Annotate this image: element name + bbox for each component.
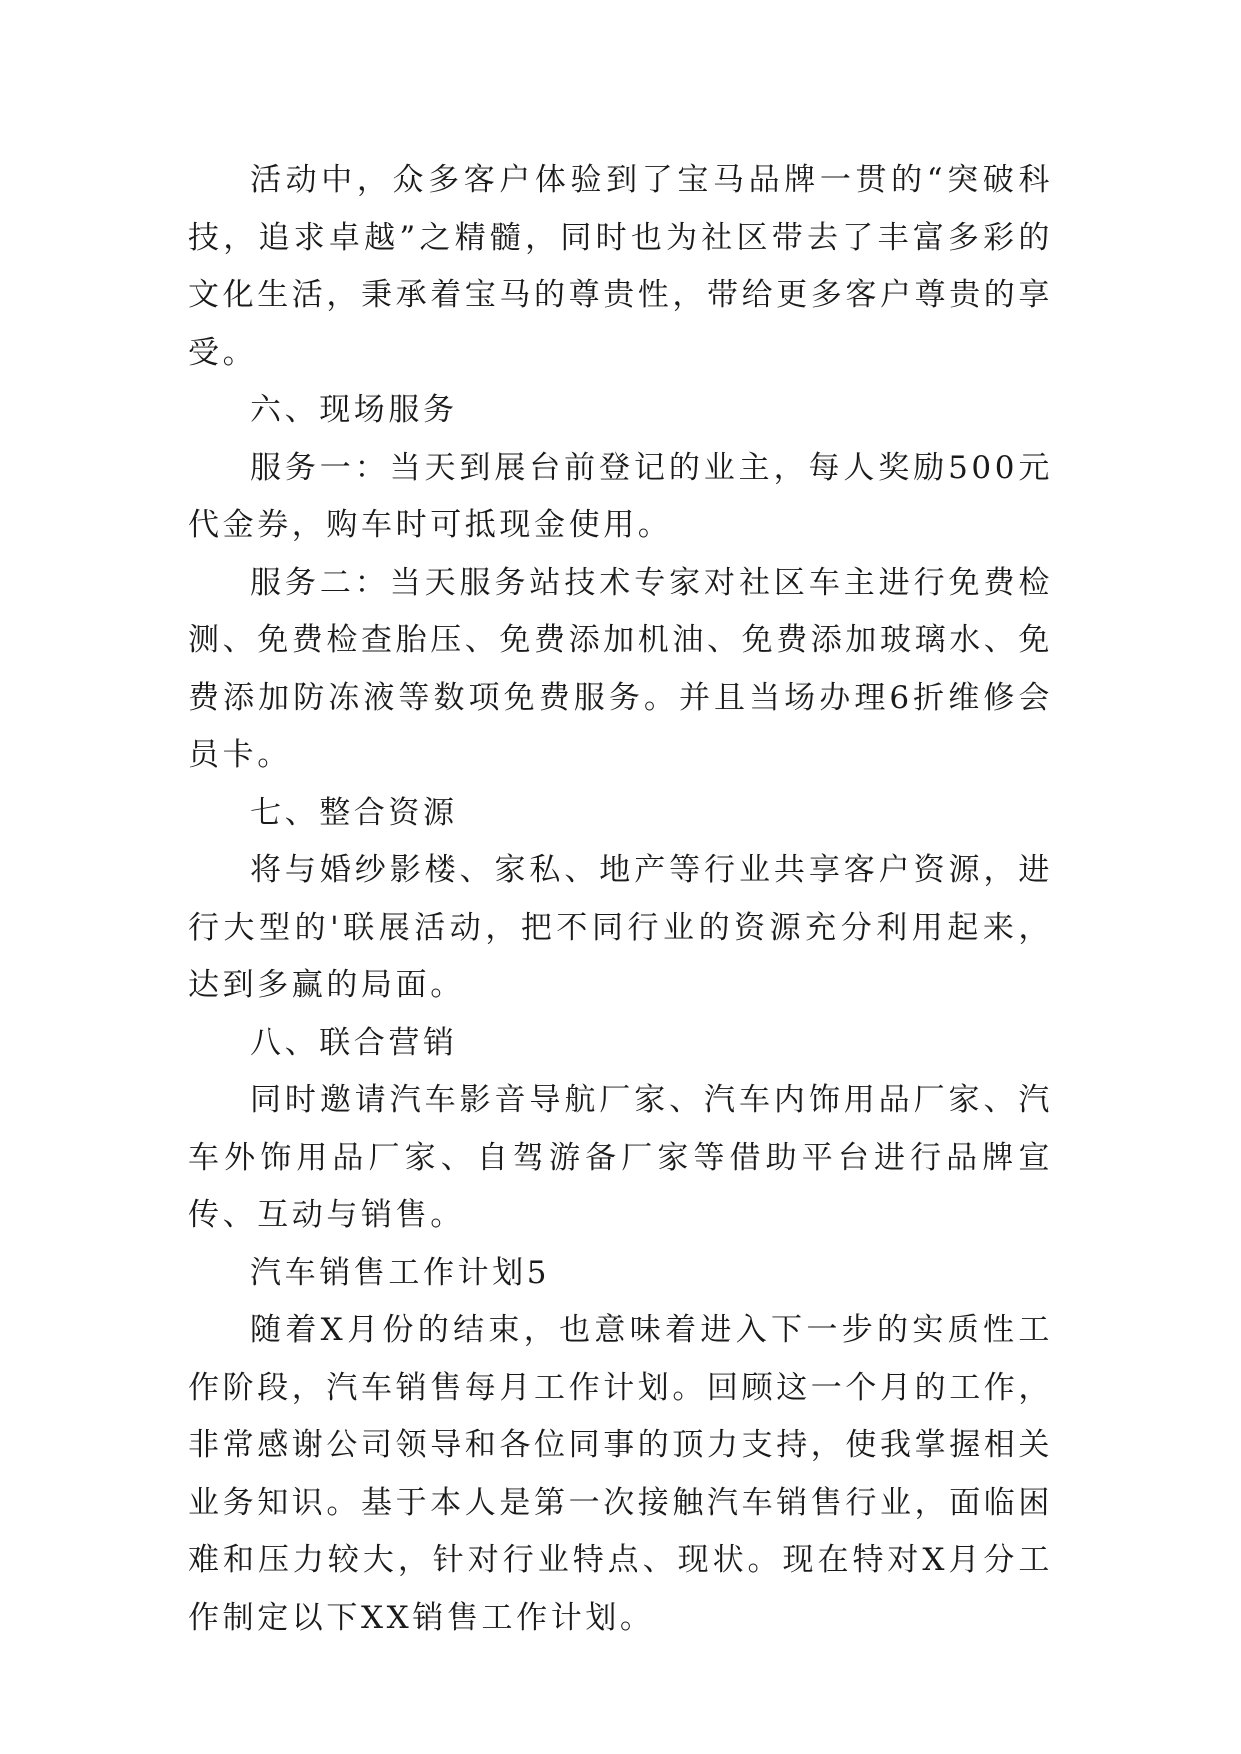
section-heading-integrate-resources: 七、整合资源 xyxy=(250,794,458,831)
paragraph-service-one: 服务一：当天到展台前登记的业主，每人奖励500元代金券，购车时可抵现金使用。 xyxy=(188,449,1053,543)
section-heading-onsite-service: 六、现场服务 xyxy=(250,392,458,428)
section-heading-joint-marketing: 八、联合营销 xyxy=(250,1024,458,1061)
paragraph-service-two: 服务二：当天服务站技术专家对社区车主进行免费检测、免费检查胎压、免费添加机油、免费添加玻璃水、免费添加防冻液等数项免费服务。并且当场办理6折维修会员卡。 xyxy=(188,564,1053,773)
paragraph-invite-vendors: 同时邀请汽车影音导航厂家、汽车内饰用品厂家、汽车外饰用品厂家、自驾游备厂家等借助平台进行品牌宣传、互动与销售。 xyxy=(188,1082,1053,1233)
paragraph-share-resources: 将与婚纱影楼、家私、地产等行业共享客户资源，进行大型的'联展活动，把不同行业的资源充分利用起来，达到多赢的局面。 xyxy=(188,852,1053,1003)
section-heading-sales-plan-5: 汽车销售工作计划5 xyxy=(250,1254,551,1291)
paragraph-sales-plan-intro: 随着X月份的结束，也意味着进入下一步的实质性工作阶段，汽车销售每月工作计划。回顾这一个月的工作，非常感谢公司领导和各位同事的顶力支持，使我掌握相关业务知识。基于本人是第一次接触汽车销售行业，面临困难和压力较大，针对行业特点、现状。现在特对X月分工作制定以下XX销售工作计划。 xyxy=(188,1312,1053,1636)
paragraph-experience: 活动中，众多客户体验到了宝马品牌一贯的“突破科技，追求卓越”之精髓，同时也为社区带去了丰富多彩的文化生活，秉承着宝马的尊贵性，带给更多客户尊贵的享受。 xyxy=(188,162,1053,371)
